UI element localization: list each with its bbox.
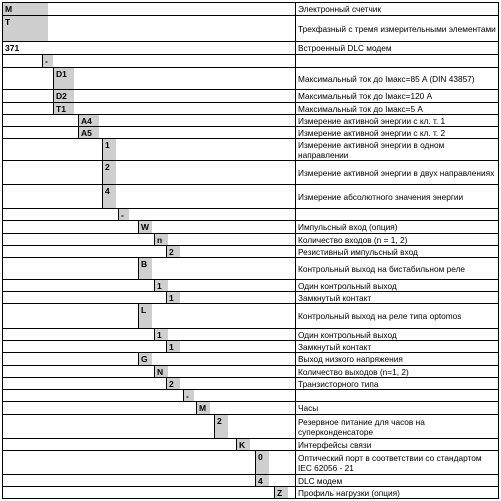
table-row (2, 54, 499, 67)
description-cell: DLC модем (295, 475, 499, 486)
description-cell: Измерение активной энергии в одном направлении (295, 139, 499, 160)
table-row (2, 15, 499, 41)
description-cell: Один контрольный выход (295, 329, 499, 340)
code-cell: 4 (255, 475, 269, 486)
description-cell: Замкнутый контакт (295, 292, 499, 303)
table-row (2, 450, 499, 474)
table-row (2, 365, 499, 377)
description-cell: Транзисторного типа (295, 378, 499, 389)
code-cell: M (2, 3, 48, 15)
code-cell: T1 (53, 103, 74, 114)
table-row (2, 389, 499, 401)
code-cell: 1 (166, 341, 180, 352)
description-cell: Выход низкого напряжения (295, 353, 499, 365)
code-cell: D1 (53, 68, 74, 89)
description-cell: Оптический порт в соответствии со стандартом IEC 62056 - 21 (295, 451, 499, 474)
table-row (2, 114, 499, 126)
code-cell: 1 (154, 329, 168, 340)
description-cell: Профиль нагрузки (опция) (295, 487, 499, 499)
description-cell: Интерфейсы связи (295, 439, 499, 450)
table-row (2, 303, 499, 328)
table-row (2, 279, 499, 291)
table-row (2, 291, 499, 303)
code-cell: G (138, 353, 152, 365)
table-row (2, 138, 499, 160)
code-cell: 0 (255, 451, 269, 474)
table-row (2, 2, 499, 15)
table-row (2, 160, 499, 184)
code-cell: 1 (166, 292, 180, 303)
description-cell: Измерение активной энергии в двух направлениях (295, 161, 499, 184)
table-row (2, 41, 499, 54)
code-cell: 2 (214, 415, 228, 438)
description-cell (295, 55, 499, 67)
description-cell: Контрольный выход на реле типа optomos (295, 304, 499, 328)
description-cell: Часы (295, 402, 499, 414)
table-row (2, 340, 499, 352)
table-row (2, 328, 499, 340)
code-cell: 1 (102, 139, 116, 160)
description-cell: Измерение активной энергии с кл. т. 1 (295, 115, 499, 126)
table-row (2, 233, 499, 245)
code-cell: 371 (2, 42, 48, 54)
code-cell: 1 (154, 280, 168, 291)
code-cell: L (138, 304, 152, 328)
table-row (2, 102, 499, 114)
description-cell: Контрольный выход на бистабильном реле (295, 258, 499, 279)
order-code-table (2, 2, 499, 499)
table-row (2, 414, 499, 438)
description-cell: Количество выходов (n=1, 2) (295, 366, 499, 377)
code-cell: M (196, 402, 210, 414)
code-cell: 2 (102, 161, 116, 184)
table-row (2, 401, 499, 414)
description-cell: Электронный счетчик (295, 3, 499, 15)
description-cell (295, 209, 499, 220)
description-cell (295, 390, 499, 401)
description-cell: Измерение активной энергии с кл. т. 2 (295, 127, 499, 138)
table-row (2, 67, 499, 89)
code-cell: A4 (78, 115, 99, 126)
code-cell: D2 (53, 90, 74, 102)
description-cell: Максимальный ток до Iмакс=120 A (295, 90, 499, 102)
code-cell: n (154, 234, 168, 245)
description-cell: Измерение абсолютного значения энергии (295, 185, 499, 208)
code-cell: 2 (166, 246, 180, 257)
description-cell: Трехфазный с тремя измерительными элементами (295, 16, 499, 41)
description-cell: Максимальный ток до Iмакс=5 A (295, 103, 499, 114)
code-cell: - (183, 390, 194, 401)
table-row (2, 220, 499, 233)
description-cell: Количество входов (n = 1, 2) (295, 234, 499, 245)
code-cell: - (42, 55, 53, 67)
description-cell: Встроенный DLC модем (295, 42, 499, 54)
code-cell: 2 (166, 378, 180, 389)
table-row (2, 257, 499, 279)
code-cell: A5 (78, 127, 99, 138)
code-cell: - (118, 209, 129, 220)
description-cell: Максимальный ток до Iмакс=85 A (DIN 43857) (295, 68, 499, 89)
code-cell: B (138, 258, 152, 279)
table-row (2, 208, 499, 220)
table-row (2, 184, 499, 208)
table-row (2, 352, 499, 365)
code-cell: 4 (102, 185, 116, 208)
table-row (2, 377, 499, 389)
code-cell: K (236, 439, 250, 450)
code-cell: W (138, 221, 152, 233)
table-row (2, 474, 499, 486)
code-cell: N (154, 366, 168, 377)
table-row (2, 486, 499, 499)
description-cell: Замкнутый контакт (295, 341, 499, 352)
table-row (2, 89, 499, 102)
description-cell: Резистивный импульсный вход (295, 246, 499, 257)
description-cell: Импульсный вход (опция) (295, 221, 499, 233)
description-cell: Один контрольный выход (295, 280, 499, 291)
description-cell: Резервное питание для часов на суперконденсаторе (295, 415, 499, 438)
table-row (2, 126, 499, 138)
table-row (2, 438, 499, 450)
table-row (2, 245, 499, 257)
code-cell: Z (274, 487, 288, 499)
code-cell: T (2, 16, 48, 41)
